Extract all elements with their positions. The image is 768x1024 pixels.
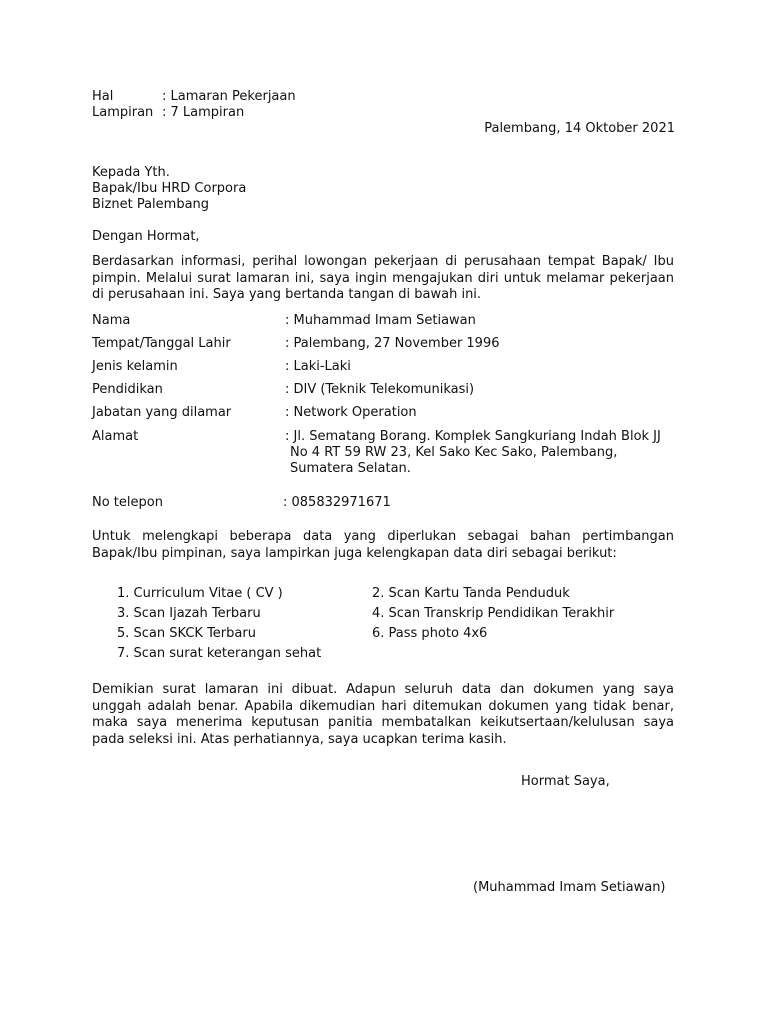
phone-value: : 085832971671 <box>283 495 391 510</box>
intro-paragraph: Berdasarkan informasi, perihal lowongan pekerjaan di perusahaan tempat Bapak/ Ibu pimpin. Melalui surat lamaran ini, saya ingin mengajukan diri untuk melamar pekerjaan di perusahaan ini. Saya yang bertanda tangan di bawah ini. <box>92 254 674 302</box>
education-value: : DIV (Teknik Telekomunikasi) <box>285 382 475 397</box>
attachment-item-3: 3. Scan Ijazah Terbaru <box>117 606 261 621</box>
lampiran-value: : 7 Lampiran <box>162 105 245 120</box>
supplement-paragraph: Untuk melengkapi beberapa data yang diperlukan sebagai bahan pertimbangan Bapak/Ibu pimpinan, saya lampirkan juga kelengkapan data diri sebagai berikut: <box>92 529 674 561</box>
lampiran-label: Lampiran <box>92 105 154 120</box>
signoff: Hormat Saya, <box>521 774 610 789</box>
recipient-line-2: Bapak/Ibu HRD Corpora <box>92 181 247 196</box>
attachment-item-5: 5. Scan SKCK Terbaru <box>117 626 256 641</box>
position-label: Jabatan yang dilamar <box>92 405 232 420</box>
hal-value: : Lamaran Pekerjaan <box>162 89 296 104</box>
education-label: Pendidikan <box>92 382 163 397</box>
recipient-line-1: Kepada Yth. <box>92 165 170 180</box>
address-label: Alamat <box>92 429 139 444</box>
nama-value: : Muhammad Imam Setiawan <box>285 313 476 328</box>
signature-name: (Muhammad Imam Setiawan) <box>473 880 666 895</box>
attachment-item-6: 6. Pass photo 4x6 <box>372 626 488 641</box>
closing-paragraph: Demikian surat lamaran ini dibuat. Adapun seluruh data dan dokumen yang saya unggah adalah benar. Apabila dikemudian hari ditemukan dokumen yang tidak benar, maka saya menerima keputusan panitia membatalkan keikutsertaan/kelulusan saya pada seleksi ini. Atas perhatiannya, saya ucapkan terima kasih. <box>92 682 674 747</box>
address-line-1: : Jl. Sematang Borang. Komplek Sangkuriang Indah Blok JJ <box>285 429 661 444</box>
gender-label: Jenis kelamin <box>92 359 178 374</box>
ttl-value: : Palembang, 27 November 1996 <box>285 336 500 351</box>
place-date: Palembang, 14 Oktober 2021 <box>484 121 675 136</box>
address-line-2: No 4 RT 59 RW 23, Kel Sako Kec Sako, Palembang, <box>290 445 618 460</box>
ttl-label: Tempat/Tanggal Lahir <box>92 336 231 351</box>
nama-label: Nama <box>92 313 131 328</box>
address-line-3: Sumatera Selatan. <box>290 461 411 476</box>
attachment-item-1: 1. Curriculum Vitae ( CV ) <box>117 586 283 601</box>
recipient-line-3: Biznet Palembang <box>92 197 210 212</box>
attachment-item-7: 7. Scan surat keterangan sehat <box>117 646 322 661</box>
attachment-item-2: 2. Scan Kartu Tanda Penduduk <box>372 586 570 601</box>
position-value: : Network Operation <box>285 405 417 420</box>
gender-value: : Laki-Laki <box>285 359 351 374</box>
greeting: Dengan Hormat, <box>92 229 200 244</box>
attachment-item-4: 4. Scan Transkrip Pendidikan Terakhir <box>372 606 615 621</box>
hal-label: Hal <box>92 89 114 104</box>
phone-label: No telepon <box>92 495 163 510</box>
